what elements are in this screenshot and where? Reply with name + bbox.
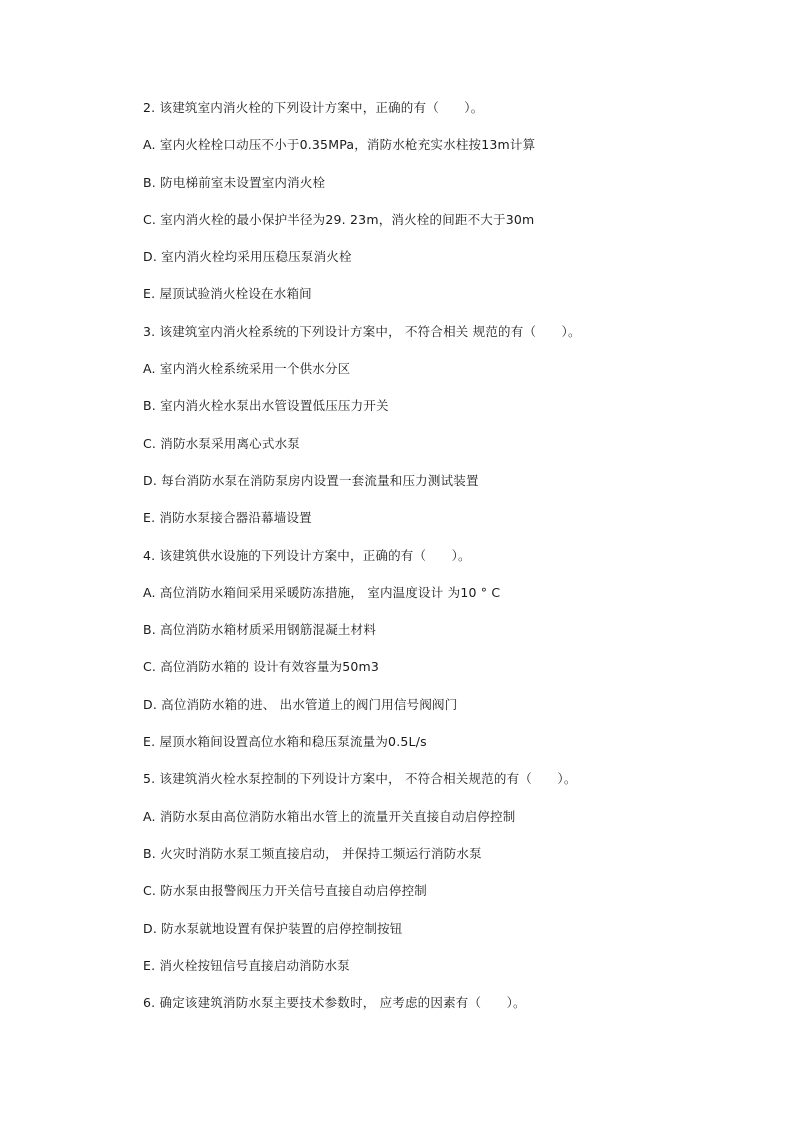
question-5-option-d: D. 防水泵就地设置有保护装置的启停控制按钮	[143, 920, 403, 936]
question-2-option-d: D. 室内消火栓均采用压稳压泵消火栓	[143, 249, 352, 265]
question-3-option-d: D. 每台消防水泵在消防泵房内设置一套流量和压力测试装置	[143, 472, 479, 488]
question-2-option-b: B. 防电梯前室未设置室内消火栓	[143, 174, 326, 190]
question-list	[143, 96, 763, 1028]
question-6: 6. 确定该建筑消防水泵主要技术参数时， 应考虑的因素有（ ）。	[143, 995, 526, 1011]
question-5-option-e: E. 消火栓按钮信号直接启动消防水泵	[143, 957, 350, 973]
question-2-option-e: E. 屋顶试验消火栓设在水箱间	[143, 286, 312, 302]
question-4-option-e: E. 屋顶水箱间设置高位水箱和稳压泵流量为0.5L/s	[143, 734, 427, 750]
question-4-option-d: D. 高位消防水箱的进、 出水管道上的阀门用信号阀阀门	[143, 696, 458, 712]
question-5-option-c: C. 防水泵由报警阀压力开关信号直接自动启停控制	[143, 883, 427, 899]
question-3-option-a: A. 室内消火栓系统采用一个供水分区	[143, 361, 351, 377]
question-4-option-b: B. 高位消防水箱材质采用钢筋混凝土材料	[143, 622, 377, 638]
question-4: 4. 该建筑供水设施的下列设计方案中，正确的有（ ）。	[143, 547, 471, 563]
question-4-option-a: A. 高位消防水箱间采用采暖防冻措施， 室内温度设计 为10 ° C	[143, 584, 501, 600]
question-3-option-e: E. 消防水泵接合器沿幕墙设置	[143, 510, 312, 526]
question-4-option-c: C. 高位消防水箱的 设计有效容量为50m3	[143, 659, 380, 675]
question-2-option-c: C. 室内消火栓的最小保护半径为29. 23m，消火栓的间距不大于30m	[143, 211, 535, 227]
question-2-option-a: A. 室内火栓栓口动压不小于0.35MPa，消防水枪充实水柱按13m计算	[143, 137, 536, 153]
question-3-option-b: B. 室内消火栓水泵出水管设置低压压力开关	[143, 398, 389, 414]
question-5-option-a: A. 消防水泵由高位消防水箱出水管上的流量开关直接自动启停控制	[143, 808, 516, 824]
question-5: 5. 该建筑消火栓水泵控制的下列设计方案中， 不符合相关规范的有（ ）。	[143, 771, 577, 787]
question-2: 2. 该建筑室内消火栓的下列设计方案中，正确的有（ ）。	[143, 100, 484, 115]
question-3-option-c: C. 消防水泵采用离心式水泵	[143, 435, 300, 451]
question-5-option-b: B. 火灾时消防水泵工频直接启动， 并保持工频运行消防水泵	[143, 845, 482, 861]
question-3: 3. 该建筑室内消火栓系统的下列设计方案中， 不符合相关 规范的有（ ）。	[143, 323, 581, 339]
